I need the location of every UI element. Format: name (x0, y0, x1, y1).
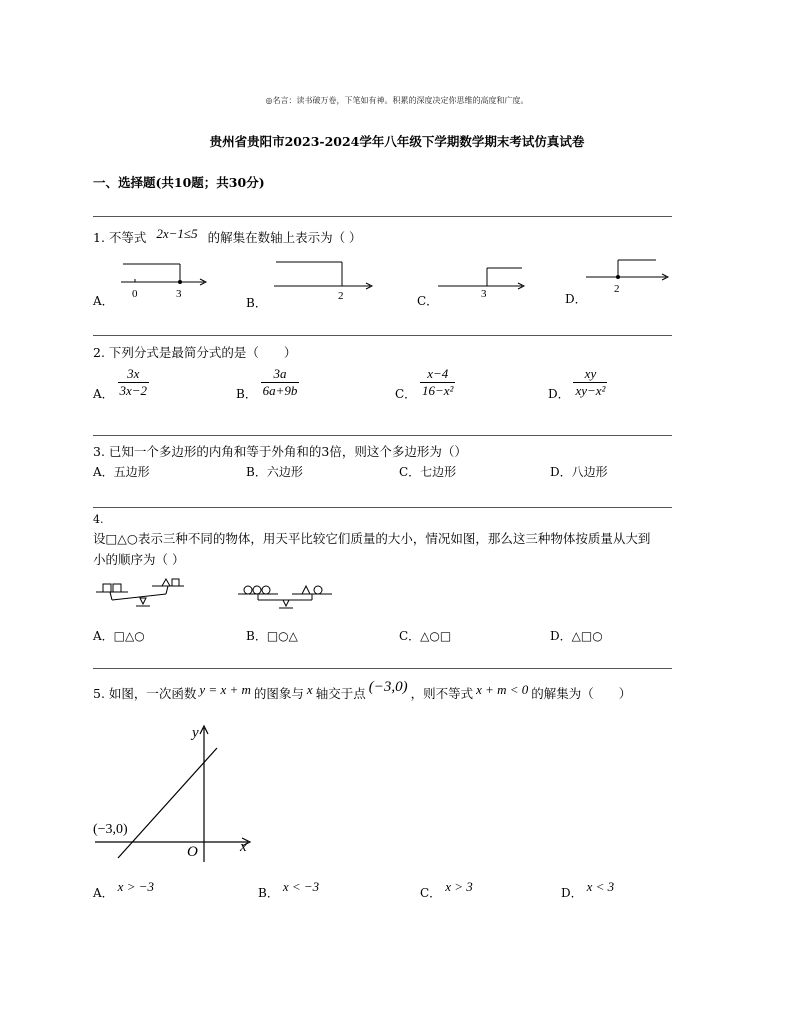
q5-option-a[interactable]: A． x > −3 (93, 879, 154, 900)
q5-option-c[interactable]: C． x > 3 (420, 879, 473, 900)
question-1 (93, 228, 362, 246)
q4-option-c[interactable]: C．△○□ (399, 629, 452, 643)
motto: ◎名言：读书破万卷，下笔如有神。积累的深度决定你思维的高度和广度。 (265, 96, 529, 105)
q4-line-1: 设□△○表示三种不同的物体，用天平比较它们质量的大小，情况如图，那么这三种物体按质量从大到 (93, 531, 651, 546)
divider (93, 216, 672, 217)
q1-option-c-numberline (436, 262, 530, 300)
intercept-label: (−3,0) (93, 822, 128, 837)
section-heading: 一、选择题(共10题；共30分) (93, 175, 265, 190)
balance-scale-2 (236, 580, 336, 612)
q1-option-d-numberline (584, 255, 674, 297)
q1-option-c-label[interactable]: C． (417, 294, 439, 308)
q1-option-b-label[interactable]: B． (246, 296, 267, 310)
q3-option-c[interactable]: C．七边形 (399, 465, 457, 479)
q4-option-d[interactable]: D．△□○ (550, 629, 603, 643)
q5-graph (90, 720, 260, 870)
divider (93, 335, 672, 336)
question-5: 5. 如图，一次函数 y = x + m 的图象与 x 轴交于点 (−3,0) ，则不等式 x + m < 0 的解集为（ ） (93, 679, 632, 701)
q1-c-tick-3: 3 (481, 288, 487, 300)
q2-option-d[interactable]: D． $\frac{xy}{\text{xy−x²}}$ (548, 366, 606, 401)
q1-option-a-label[interactable]: A． (93, 294, 114, 308)
question-3: 3. 已知一个多边形的内角和等于外角和的3倍，则这个多边形为（） (93, 444, 467, 459)
q1-suffix: 的解集在数轴上表示为（ ） (207, 230, 362, 245)
q1-d-tick-2: 2 (614, 283, 620, 295)
q1-a-tick-3: 3 (176, 288, 182, 300)
divider (93, 507, 672, 508)
q2-option-c[interactable]: C． $\frac{x-4}{\text{16−x²}}$ (395, 366, 454, 401)
q2-option-b[interactable]: B． $\frac{3a}{6a+9b}$ (236, 366, 298, 401)
q4-line-2: 小的顺序为（ ） (93, 552, 185, 567)
divider (93, 668, 672, 669)
origin-label: O (187, 844, 198, 860)
page-title: 贵州省贵阳市2023-2024学年八年级下学期数学期末考试仿真试卷 (209, 134, 585, 149)
question-2: 2. 下列分式是最简分式的是（ ） (93, 345, 297, 360)
q4-number: 4. (93, 513, 104, 526)
q1-a-tick-0: 0 (132, 288, 138, 300)
x-axis-label: x (240, 839, 247, 855)
q5-option-d[interactable]: D． x < 3 (561, 879, 615, 900)
q3-option-a[interactable]: A．五边形 (93, 465, 150, 479)
q1-expression: 2x−1≤5 (156, 226, 198, 241)
q1-b-tick-2: 2 (338, 290, 344, 302)
q1-prefix: 1. 不等式 (93, 230, 147, 245)
q4-option-a[interactable]: A．□△○ (93, 629, 145, 643)
q5-option-b[interactable]: B． x < −3 (258, 879, 320, 900)
y-axis-label: y (192, 725, 199, 741)
divider (93, 435, 672, 436)
q3-option-d[interactable]: D．八边形 (550, 465, 608, 479)
q1-option-d-label[interactable]: D． (565, 292, 587, 306)
q2-option-a[interactable]: A． $\frac{3x}{3x-2}$ (93, 366, 148, 401)
q3-option-b[interactable]: B．六边形 (246, 465, 303, 479)
balance-scale-1 (94, 578, 186, 612)
q4-option-b[interactable]: B．□○△ (246, 629, 298, 643)
q1-option-a-numberline (118, 258, 212, 302)
q1-option-b-numberline (272, 256, 378, 302)
